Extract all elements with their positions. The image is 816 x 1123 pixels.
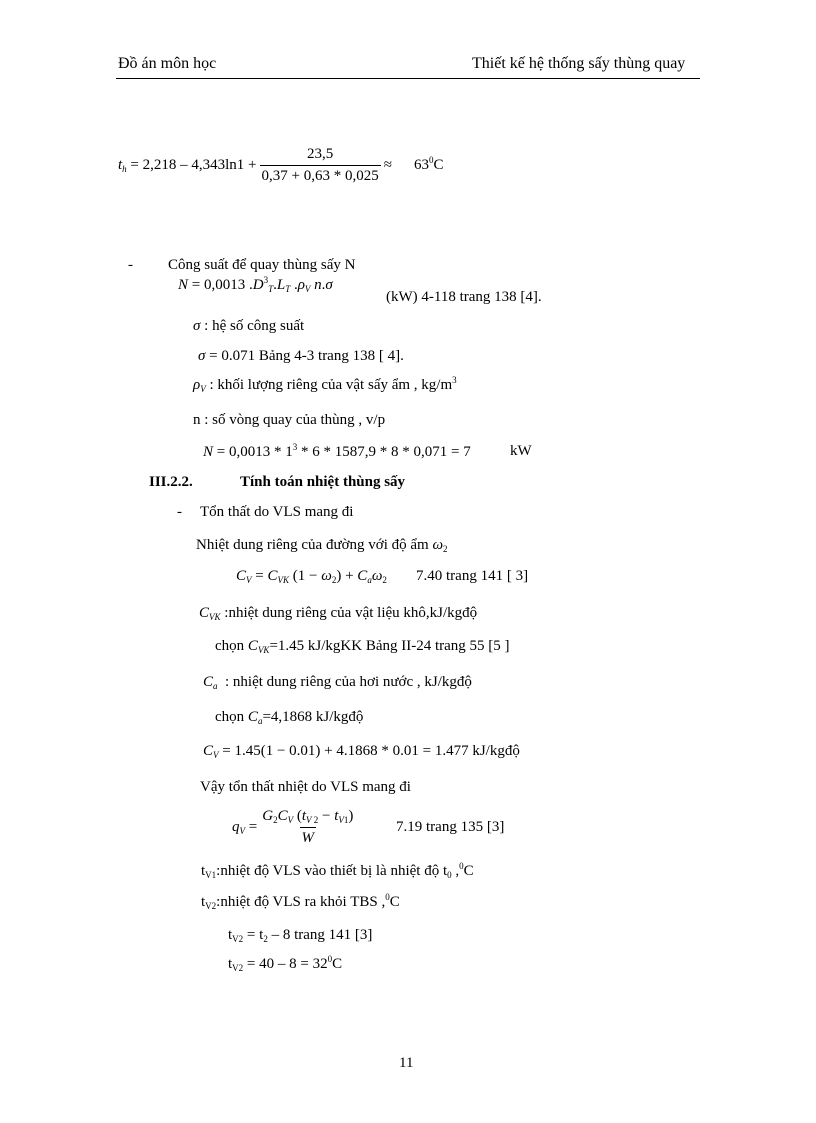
power-title: Công suất để quay thùng sấy N: [168, 257, 356, 273]
loss-title: Tổn thất do VLS mang đi: [200, 504, 354, 520]
power-calc: $N = 0,0013 * 1^3 * 6 * 1587,9 * 8 * 0,071 = 7$: [203, 442, 471, 460]
tv2-def-line: $t_{V2}:nhiệt$ độ VLS ra khỏi TBS ,$^0$C: [201, 892, 400, 911]
power-calc-head: = 0,0013 * 1: [216, 444, 293, 460]
equation-th-approx: ≈: [383, 157, 392, 173]
sigma-def-line: σ : hệ số công suất: [193, 318, 305, 334]
cp-line: Nhiệt dung riêng của đường với độ ẩm $\omega_2$: [196, 537, 448, 554]
ca-choose: =4,1868 kJ/kgđộ: [262, 709, 364, 725]
equation-th: $t_h$ = 2,218 – 4,343ln1 + $\frac{23,5}{0,37 + 0,63 * 0,025}$ ≈ $63^0C$: [118, 146, 444, 184]
header-left: Đồ án môn học: [118, 55, 217, 72]
cvk-choose-pre: chọn: [215, 638, 245, 654]
cv-calc-line: $C_V = 1.45(1 - 0.01) + 4.1868 * 0.01 = 1.477$ kJ/kgđộ: [203, 743, 520, 760]
sigma-def: : hệ số công suất: [204, 318, 305, 334]
cvk-def-line: $C_{VK}$ :nhiệt dung riêng của vật liệu khô,kJ/kgđộ: [199, 605, 478, 622]
section-title: Tính toán nhiệt thùng sấy: [240, 474, 406, 490]
bullet-power: -: [128, 257, 133, 273]
ca-def: : nhiệt dung riêng của hơi nước , kJ/kgđộ: [225, 674, 472, 690]
qv-ref: 7.19 trang 135 [3]: [396, 819, 505, 835]
tv2-eq2: $t_{V2} = 40 - 8 = 32^0C$: [228, 954, 343, 973]
power-calc-unit: kW: [510, 443, 532, 459]
equation-th-denominator: 0,37 + 0,63 * 0,025: [260, 165, 381, 185]
ca-def-line: $C_a$ : nhiệt dung riêng của hơi nước , kJ/kgđộ: [203, 674, 472, 691]
tv2-eq2-head: = 40 – 8 = 32: [243, 956, 328, 972]
section-number: III.2.2.: [149, 474, 193, 490]
equation-th-numerator: 23,5: [307, 146, 334, 162]
power-formula-coef: = 0,0013 .: [191, 277, 253, 293]
tv2-eq2-unit: C: [332, 956, 343, 972]
tv2-unit: C: [389, 894, 400, 910]
header-rule: [116, 78, 700, 79]
tv1-unit: C: [463, 863, 474, 879]
page-number: 11: [399, 1055, 414, 1071]
ca-choose-pre: chọn: [215, 709, 245, 725]
loss-conclusion: Vậy tổn thất nhiệt do VLS mang đi: [200, 779, 411, 795]
rho-def-line: $\rho_V$ : khối lượng riêng của vật sấy ẩm , $kg/m^3$: [193, 375, 457, 394]
tv2-eq1: $t_{V2} = t_2 - 8$ trang 141 [3]: [228, 927, 373, 944]
cp-line-text: Nhiệt dung riêng của đường với độ ẩm: [196, 537, 429, 553]
bullet-loss: -: [177, 504, 182, 520]
cvk-choose-line: chọn $C_{VK}=1.45$ kJ/kgKK Bảng II-24 trang 55 [5 ]: [215, 638, 510, 655]
cv-equation: $C_V = C_{VK}$ $(1 - \omega_2) + C_a\omega_2$: [236, 568, 387, 585]
sigma-val-line: σ = 0.071 Bảng 4-3 trang 138 [ 4].: [198, 348, 404, 364]
sigma-val: = 0.071 Bảng 4-3 trang 138 [ 4].: [209, 348, 404, 364]
cvk-def: :nhiệt dung riêng của vật liệu khô,kJ/kgđộ: [224, 605, 478, 621]
ca-choose-line: chọn $C_a=4,1868$ kJ/kgđộ: [215, 709, 364, 726]
power-formula: N = 0,0013 $.D^3_T.L_T$ $.\rho_V$ n.σ: [178, 275, 333, 294]
tv2-def: :nhiệt độ VLS ra khỏi TBS ,: [216, 894, 386, 910]
tv1-def: :nhiệt độ VLS vào thiết bị là nhiệt độ t: [216, 863, 448, 879]
tv2-eq1-tail: – 8 trang 141 [3]: [267, 927, 373, 943]
equation-th-result: 63: [413, 157, 429, 173]
tv1-def-line: $t_{V1}:nhiệt$ độ VLS vào thiết bị là nhiệt độ $t_0$ ,$^0$C: [201, 861, 474, 880]
equation-th-lhs: = 2,218 – 4,343ln1 +: [130, 157, 257, 173]
power-calc-tail: * 6 * 1587,9 * 8 * 0,071 = 7: [297, 444, 471, 460]
equation-th-unit: C: [433, 157, 444, 173]
qv-equation: $q_V$ = $\frac{G_2C_V (t_{V 2} - t_{V1})}{W}$: [232, 808, 354, 846]
cvk-choose: =1.45 kJ/kgKK Bảng II-24 trang 55 [5 ]: [269, 638, 510, 654]
tv2-eq1-head: = t: [243, 927, 264, 943]
cv-calc: = 1.45(1 − 0.01) + 4.1868 * 0.01 = 1.477 kJ/kgđộ: [222, 743, 520, 759]
n-def: n : số vòng quay của thùng , v/p: [193, 412, 386, 428]
header-right: Thiết kế hệ thống sấy thùng quay: [472, 55, 686, 72]
rho-def: : khối lượng riêng của vật sấy ẩm , kg/m: [209, 377, 453, 393]
equation-th-fraction: [260, 146, 381, 185]
power-unit-ref: (kW) 4-118 trang 138 [4].: [386, 289, 542, 305]
cv-equation-ref: 7.40 trang 141 [ 3]: [416, 568, 529, 584]
